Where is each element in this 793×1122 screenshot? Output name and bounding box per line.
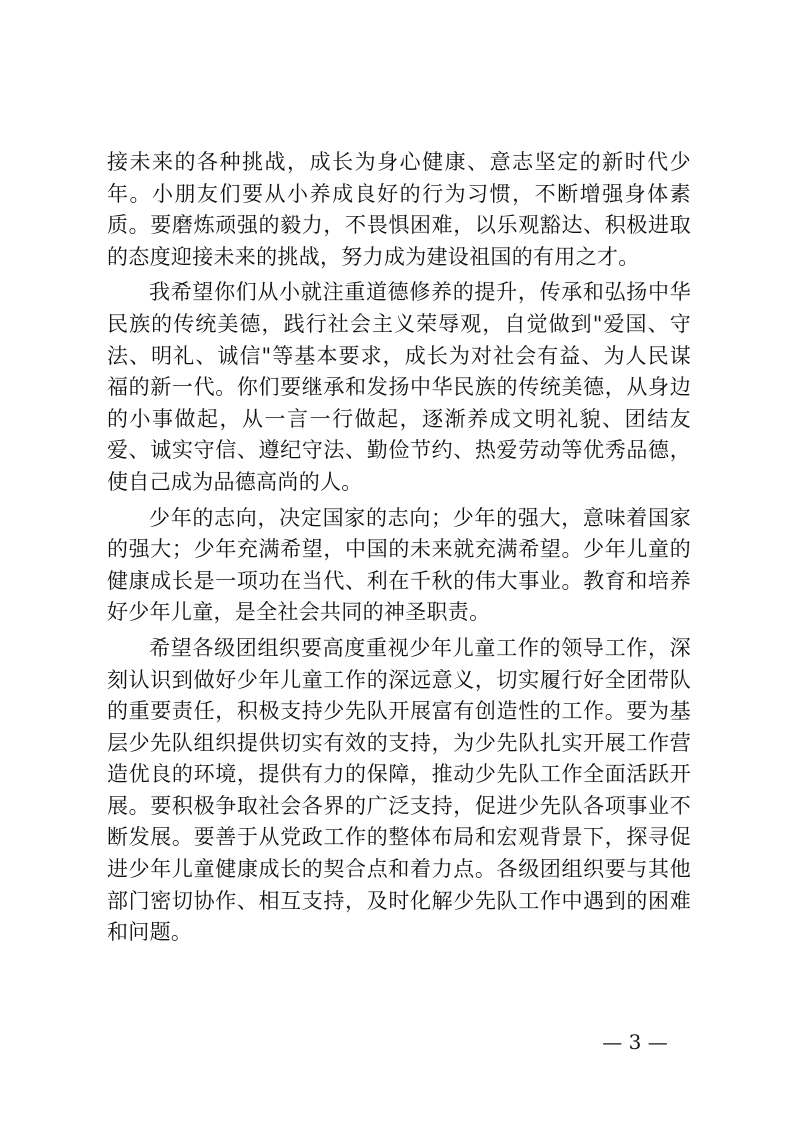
paragraph-4: 希望各级团组织要高度重视少年儿童工作的领导工作，深刻认识到做好少年儿童工作的深远意义，切实履行好全团带队的重要责任，积极支持少先队开展富有创造性的工作。要为基层少先队组织提供切实有效的支持，为少先队扎实开展工作营造优良的环境，提供有力的保障，推动少先队工作全面活跃开展。要积极争取社会各界的广泛支持，促进少先队各项事业不断发展。要善于从党政工作的整体布局和宏观背景下，探寻促进少年儿童健康成长的契合点和着力点。各级团组织要与其他部门密切协作、相互支持，及时化解少先队工作中遇到的困难和问题。: [107, 635, 691, 945]
paragraph-1: 接未来的各种挑战，成长为身心健康、意志坚定的新时代少年。小朋友们要从小养成良好的行为习惯，不断增强身体素质。要磨炼顽强的毅力，不畏惧困难，以乐观豁达、积极进取的态度迎接未来的挑战，努力成为建设祖国的有用之才。: [107, 150, 691, 269]
paragraph-2: 我希望你们从小就注重道德修养的提升，传承和弘扬中华民族的传统美德，践行社会主义荣辱观，自觉做到"爱国、守法、明礼、诚信"等基本要求，成长为对社会有益、为人民谋福的新一代。你们要继承和发扬中华民族的传统美德，从身边的小事做起，从一言一行做起，逐渐养成文明礼貌、团结友爱、诚实守信、遵纪守法、勤俭节约、热爱劳动等优秀品德，使自己成为品德高尚的人。: [107, 280, 691, 494]
paragraph-3: 少年的志向，决定国家的志向；少年的强大，意味着国家的强大；少年充满希望，中国的未来就充满希望。少年儿童的健康成长是一项功在当代、利在千秋的伟大事业。教育和培养好少年儿童，是全社会共同的神圣职责。: [107, 505, 691, 625]
document-body: [107, 147, 691, 953]
page-number: — 3 —: [602, 1030, 668, 1054]
